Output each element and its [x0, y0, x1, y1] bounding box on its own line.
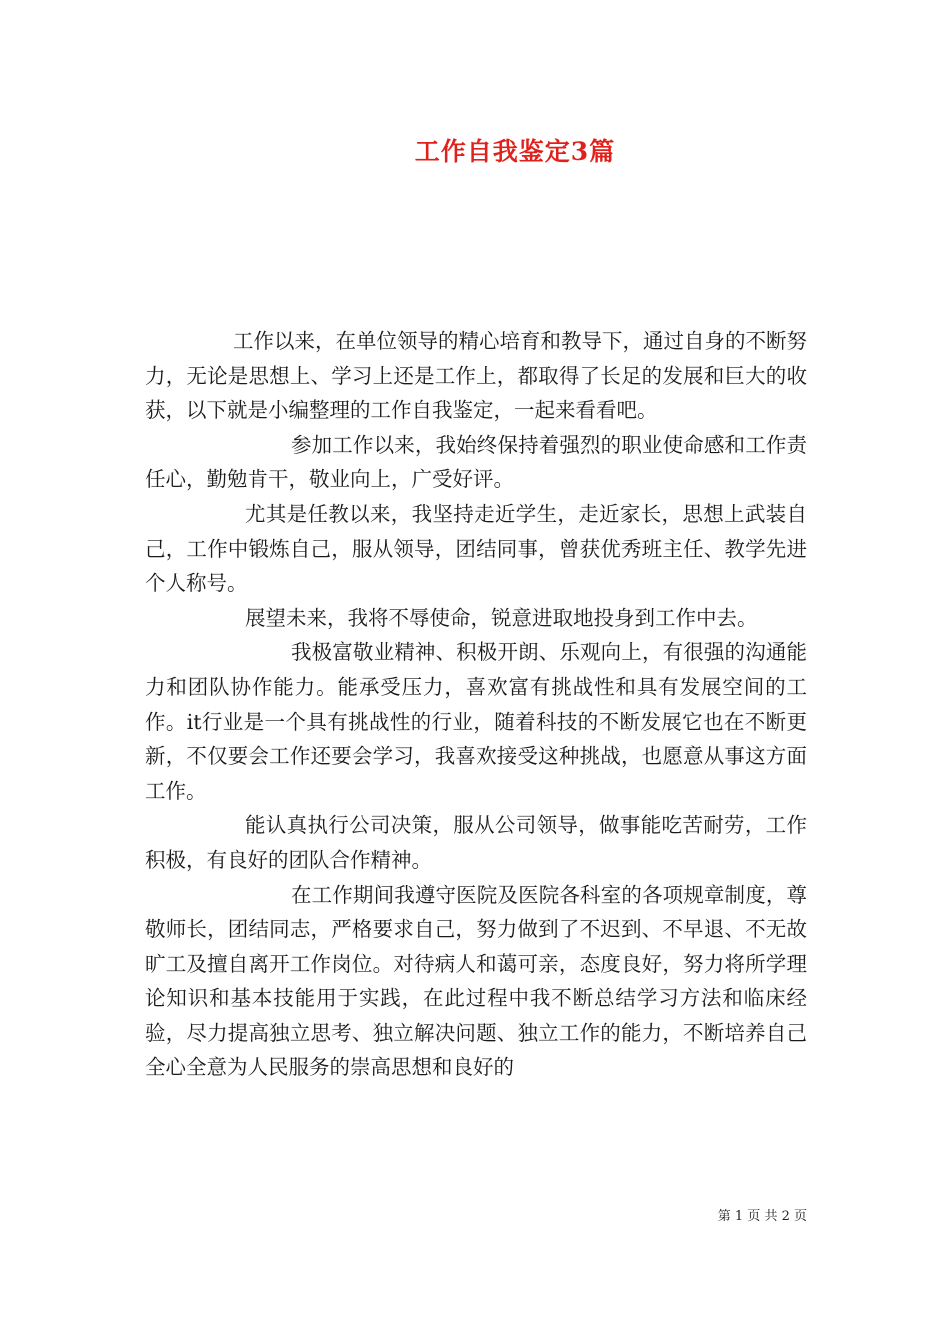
- paragraph-6: 能认真执行公司决策，服从公司领导，做事能吃苦耐劳，工作积极，有良好的团队合作精神。: [145, 813, 807, 872]
- paragraph-2: 参加工作以来，我始终保持着强烈的职业使命感和工作责任心，勤勉肯干，敬业向上，广受好评。: [145, 432, 807, 492]
- paragraph-4: 展望未来，我将不辱使命，锐意进取地投身到工作中去。: [245, 605, 758, 630]
- paragraph-intro: 工作以来，在单位领导的精心培育和教导下，通过自身的不断努力，无论是思想上、学习上还是工作上，都取得了长足的发展和巨大的收获，以下就是小编整理的工作自我鉴定，一起来看看吧。: [145, 329, 807, 423]
- paragraph-5: 我极富敬业精神、积极开朗、乐观向上，有很强的沟通能力和团队协作能力。能承受压力，喜欢富有挑战性和具有发展空间的工作。it行业是一个具有挑战性的行业，随着科技的不断发展它也在不断更新，不仅要会工作还要会学习，我喜欢接受这种挑战，也愿意从事这方面工作。: [145, 640, 807, 803]
- page-title: 工作自我鉴定3篇: [414, 137, 616, 166]
- paragraph-7: 在工作期间我遵守医院及医院各科室的各项规章制度，尊敬师长，团结同志，严格要求自己，努力做到了不迟到、不早退、不无故旷工及擅自离开工作岗位。对待病人和蔼可亲，态度良好，努力将所学理论知识和基本技能用于实践，在此过程中我不断总结学习方法和临床经验，尽力提高独立思考、独立解决问题、独立工作的能力，不断培养自己全心全意为人民服务的崇高思想和良好的: [145, 882, 807, 1080]
- paragraph-3: 尤其是任教以来，我坚持走近学生，走近家长，思想上武装自己，工作中锻炼自己，服从领导，团结同事，曾获优秀班主任、教学先进个人称号。: [145, 501, 807, 596]
- document-body: [145, 324, 807, 1085]
- page-footer: 第 1 页 共 2 页: [717, 1209, 807, 1224]
